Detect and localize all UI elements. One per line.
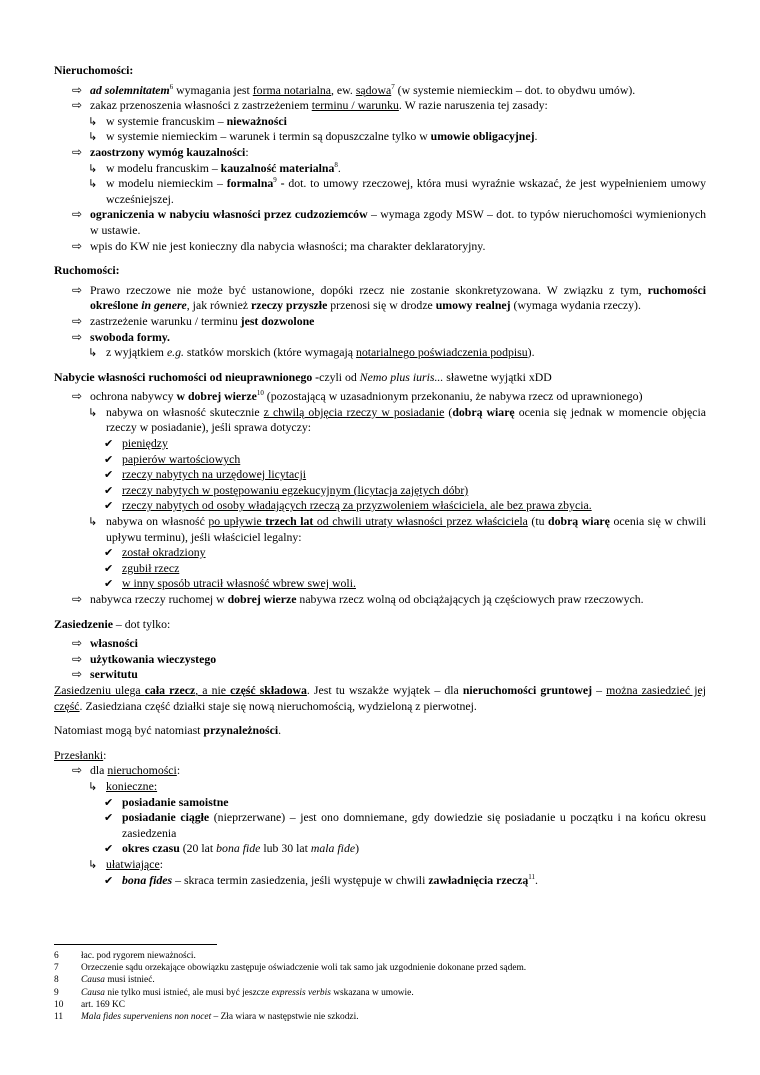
list-item: ⇨ nabywca rzeczy ruchomej w dobrej wierze nabywa rzecz wolną od obciążających ją częściowych praw rzeczowych. [72,592,644,606]
check-icon: ✔ [104,483,114,497]
list-item: ↳ nabywa on własność po upływie trzech lat od chwili utraty własności przez właściciela (tu dobrą wiarę ocenia się w chwili upływu terminu), jeśli właściciel legalny: [88,514,706,544]
arrow-icon: ⇨ [72,238,83,253]
arrow-icon: ⇨ [72,313,83,328]
arrow-icon: ⇨ [72,144,83,159]
footnote: 11 Mala fides superveniens non nocet – Zła wiara w następstwie nie szkodzi. [54,1012,359,1023]
section-title-przeslanki: Przesłanki: [54,747,107,762]
list-item: ✔ rzeczy nabytych na urzędowej licytacji [104,467,307,482]
footnote-separator [54,944,217,945]
check-icon: ✔ [104,452,114,466]
footnote: 9 Causa nie tylko musi istnieć, ale musi być jeszcze expressis verbis wskazana w umowie. [54,987,414,998]
check-icon: ✔ [104,811,114,825]
arrow-icon: ⇨ [72,389,83,404]
check-icon: ✔ [104,842,114,856]
list-item: ✔ okres czasu (20 lat bona fide lub 30 lat mala fide) [104,841,360,856]
list-item: ✔ został okradziony [104,545,206,560]
list-item: ↳ nabywa on własność skutecznie z chwilą objęcia rzeczy w posiadanie (dobrą wiarę ocenia się jednak w momencie objęcia rzeczy w posiadanie), jeśli sprawa dotyczy: [88,404,706,435]
list-item: ⇨ użytkowania wieczystego [72,651,217,666]
list-item: ✔ posiadanie samoistne [104,794,229,809]
hook-arrow-icon: ↳ [88,161,98,175]
check-icon: ✔ [104,795,114,809]
list-item: ⇨ wpis do KW nie jest konieczny dla nabycia własności; ma charakter deklaratoryjny. [72,238,486,253]
check-icon: ✔ [104,468,114,482]
paragraph: Zasiedzeniu ulega cała rzecz, a nie część składowa. Jest tu wszakże wyjątek – dla nieruchomości gruntowej – można zasiedzieć jej część. Zasiedziana część działki staje się nową nieruchomością, wydzieloną z pierwotnej. [54,682,706,713]
list-item: ⇨ Prawo rzeczowe nie może być ustanowione, dopóki rzecz nie zostanie skonkretyzowana. W związku z tym, ruchomości określone in genere, jak również rzeczy przyszłe przenosi się w drodze umowy realnej (wymaga wydania rzeczy). [72,282,706,313]
hook-arrow-icon: ↳ [88,857,98,871]
list-item: ✔ pieniędzy [104,436,168,451]
hook-arrow-icon: ↳ [88,779,98,793]
list-item: ↳ w systemie niemieckim – warunek i termin są dopuszczalne tylko w umowie obligacyjnej. [88,129,538,144]
check-icon: ✔ [104,437,114,451]
hook-arrow-icon: ↳ [88,114,98,128]
list-item: ⇨ ad solemnitatem$^6$ wymagania jest forma notarialna, ew. sądowa$^7$ (w systemie niemieckim – dot. to obydwu umów). [72,82,636,97]
list-item: ✔ posiadanie ciągłe (nieprzerwane) – jest ono domniemane, gdy dowiedzie się posiadanie u początku i na końcu okresu zasiedzenia [104,810,706,840]
footnote: 6 łac. pod rygorem nieważności. [54,951,196,961]
list-item: ↳ z wyjątkiem e.g. statków morskich (które wymagają notarialnego poświadczenia podpisu). [88,345,535,360]
document-page [54,63,706,888]
list-item: ⇨ własności [72,636,138,651]
list-item: ✔ rzeczy nabytych w postępowaniu egzekucyjnym (licytacja zajętych dóbr) [104,482,469,497]
section-title-nabycie: Nabycie własności ruchomości od nieuprawnionego -czyli od Nemo plus iuris... sławetne wyjątki xDD [54,369,552,384]
hook-arrow-icon: ↳ [88,130,98,144]
arrow-icon: ⇨ [72,592,83,606]
list-item: ↳ ułatwiające: [88,856,163,871]
list-item: ⇨ zastrzeżenie warunku / terminu jest dozwolone [72,313,315,328]
hook-arrow-icon: ↳ [88,405,98,419]
arrow-icon: ⇨ [72,98,83,113]
arrow-icon: ⇨ [72,651,83,666]
check-icon: ✔ [104,873,114,887]
list-item: ⇨ dla nieruchomości: [72,763,181,778]
list-item: ✔ bona fides – skraca termin zasiedzenia, jeśli występuje w chwili zawładnięcia rzeczą$^{11}$. [104,872,538,887]
arrow-icon: ⇨ [72,329,83,344]
arrow-icon: ⇨ [72,282,83,297]
list-item: ↳ w systemie francuskim – nieważności [88,113,287,128]
list-item: ⇨ swoboda formy. [72,329,170,344]
check-icon: ✔ [104,546,114,560]
list-item: ✔ rzeczy nabytych od osoby władających rzeczą za przyzwoleniem właściciela, ale bez prawa zbycia. [104,498,592,513]
section-title-nieruchomosci: Nieruchomości: [54,63,134,77]
arrow-icon: ⇨ [72,82,83,97]
hook-arrow-icon: ↳ [88,177,98,191]
list-item: ⇨ zakaz przenoszenia własności z zastrzeżeniem terminu / warunku. W razie naruszenia tej zasady: [72,98,548,113]
footnote: 10 art. 169 KC [54,999,126,1010]
section-title-ruchomosci: Ruchomości: [54,263,120,278]
footnote: 8 Causa musi istnieć. [54,975,155,986]
hook-arrow-icon: ↳ [88,346,98,360]
list-item: ⇨ ograniczenia w nabyciu własności przez cudzoziemców – wymaga zgody MSW – dot. to typów nieruchomości wymienionych w ustawie. [72,207,706,237]
arrow-icon: ⇨ [72,763,83,778]
list-item: ↳ w modelu francuskim – kauzalność materialna$^8$. [88,160,341,175]
paragraph: Natomiast mogą być natomiast przynależności. [54,723,282,738]
list-item: ✔ w inny sposób utracił własność wbrew swej woli. [104,576,356,591]
hook-arrow-icon: ↳ [88,515,98,529]
check-icon: ✔ [104,561,114,575]
footnotes [54,950,714,1023]
list-item: ✔ papierów wartościowych [104,451,241,466]
list-item: ⇨ serwitutu [72,667,138,682]
list-item: ↳ w modelu niemieckim – formalna$^9$ - dot. to umowy rzeczowej, która musi wyraźnie wskazać, że jest wypełnieniem umowy wcześniejszej. [88,176,706,206]
list-item: ↳ konieczne: [88,778,158,793]
list-item: ⇨ ochrona nabywcy w dobrej wierze$^{10}$ (pozostającą w uzasadnionym przekonaniu, że nabywa rzecz od uprawnionego) [72,389,643,404]
check-icon: ✔ [104,499,114,513]
list-item: ⇨ zaostrzony wymóg kauzalności: [72,144,249,159]
footnote: 7 Orzeczenie sądu orzekające obowiązku zastępuje oświadczenie woli tak samo jak uzgodnienie dokonane przed sądem. [54,963,527,974]
arrow-icon: ⇨ [72,207,83,222]
arrow-icon: ⇨ [72,636,83,651]
check-icon: ✔ [104,577,114,591]
arrow-icon: ⇨ [72,667,83,682]
list-item: ✔ zgubił rzecz [104,560,180,575]
section-title-zasiedzenie: Zasiedzenie – dot tylko: [54,616,171,631]
